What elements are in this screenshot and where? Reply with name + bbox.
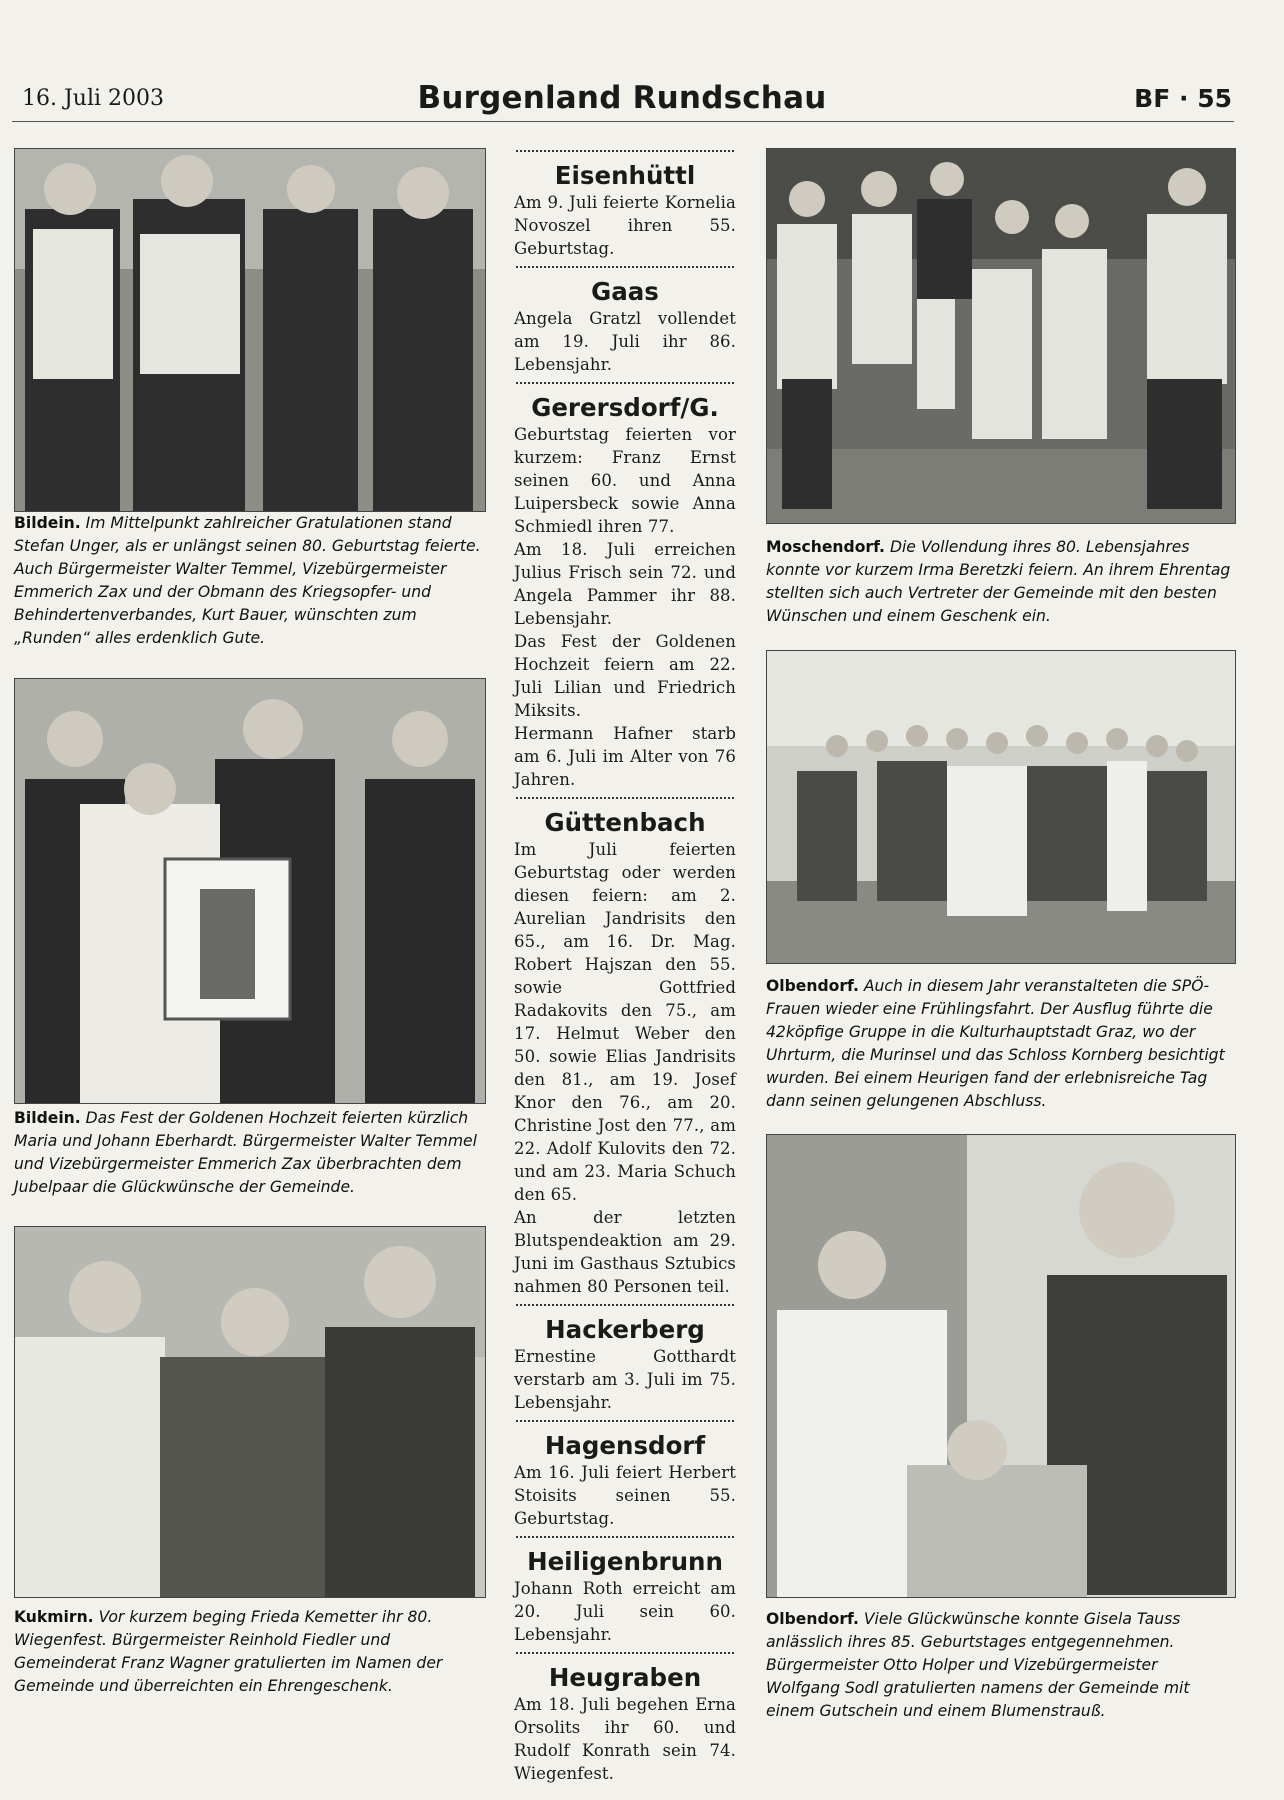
caption-place: Olbendorf. <box>766 977 859 995</box>
section-paragraph: Im Juli feierten Geburtstag oder werden diesen feiern: am 2. Aurelian Jandrisits den 65., am 16. Dr. Mag. Robert Hajszan den 55. sowie Gottfried Radakovits den 75., am 17. Helmut Weber den 50. sowie Elias Jandrisits den 81., am 19. Josef Knor den 76., am 20. Christine Jost den 77., am 22. Adolf Kulovits den 72. und am 23. Maria Schuch den 65. <box>514 840 736 1204</box>
section-heading: Hackerberg <box>545 1315 705 1344</box>
photo-olbendorf-group <box>766 650 1236 964</box>
section-paragraph: Am 18. Juli erreichen Julius Frisch sein 72. und Angela Pammer ihr 88. Lebensjahr. <box>514 540 736 628</box>
issue-date: 16. Juli 2003 <box>22 86 165 111</box>
photo-moschendorf <box>766 148 1236 524</box>
caption-moschendorf <box>766 536 1236 628</box>
dotted-divider <box>516 150 734 158</box>
section-heading: Eisenhüttl <box>554 161 696 190</box>
dotted-divider <box>516 1304 734 1312</box>
section-heugraben <box>514 1652 736 1785</box>
dotted-divider <box>516 266 734 274</box>
section-paragraph: Das Fest der Goldenen Hochzeit feiern am 22. Juli Lilian und Friedrich Miksits. <box>514 632 736 720</box>
section-paragraph: Hermann Hafner starb am 6. Juli im Alter von 76 Jahren. <box>514 724 736 789</box>
section-paragraph: An der letzten Blutspendeaktion am 29. Juni im Gasthaus Sztubics nahmen 80 Personen teil. <box>514 1208 736 1296</box>
caption-kukmirn <box>14 1606 486 1698</box>
caption-bildein-golden-wedding <box>14 1107 486 1199</box>
section-paragraph: Geburtstag feierten vor kurzem: Franz Ernst seinen 60. und Anna Luipersbeck sowie Anna Schmiedl ihren 77. <box>514 425 736 536</box>
section-heading: Heugraben <box>548 1663 702 1692</box>
section-guettenbach <box>514 797 736 1298</box>
caption-text: Das Fest der Goldenen Hochzeit feierten kürzlich Maria und Johann Eberhardt. Bürgermeister Walter Temmel und Vizebürgermeister Emmerich Zax überbrachten dem Jubelpaar die Glückwünsche der Gemeinde. <box>14 1109 477 1196</box>
photo-bildein-birthday <box>14 148 486 512</box>
dotted-divider <box>516 1652 734 1660</box>
dotted-divider <box>516 1420 734 1428</box>
caption-text: Die Vollendung ihres 80. Lebensjahres konnte vor kurzem Irma Beretzki feiern. An ihrem Ehrentag stellten sich auch Vertreter der Gemeinde mit den besten Wünschen und einem Geschenk ein. <box>766 538 1231 625</box>
section-heiligenbrunn <box>514 1536 736 1646</box>
section-hagensdorf <box>514 1420 736 1530</box>
caption-olbendorf-group <box>766 975 1236 1113</box>
photo-bildein-golden-wedding <box>14 678 486 1104</box>
section-paragraph: Am 9. Juli feierte Kornelia Novoszel ihren 55. Geburtstag. <box>514 193 736 258</box>
photo-olbendorf-birthday <box>766 1134 1236 1598</box>
caption-olbendorf-birthday <box>766 1608 1236 1723</box>
section-eisenhuettl <box>514 150 736 260</box>
caption-text: Vor kurzem beging Frieda Kemetter ihr 80. Wiegenfest. Bürgermeister Reinhold Fiedler und Gemeinderat Franz Wagner gratulierten im Namen der Gemeinde und überreichten ein Ehrengeschenk. <box>14 1608 443 1695</box>
caption-bildein-birthday <box>14 512 486 650</box>
section-heading: Gaas <box>591 277 659 306</box>
caption-place: Bildein. <box>14 1109 81 1127</box>
caption-text: Auch in diesem Jahr veranstalteten die SPÖ-Frauen wieder eine Frühlingsfahrt. Der Ausflug führte die 42köpfige Gruppe in die Kulturhauptstadt Graz, wo der Uhrturm, die Murinsel und das Schloss Kornberg besichtigt wurden. Bei einem Heurigen fand der erlebnisreiche Tag dann seinen gelungenen Abschluss. <box>766 977 1225 1110</box>
dotted-divider <box>516 797 734 805</box>
section-gaas <box>514 266 736 376</box>
birthday-news-column <box>514 150 736 1785</box>
page-header <box>12 80 1232 120</box>
section-heading: Heiligenbrunn <box>527 1547 723 1576</box>
caption-place: Kukmirn. <box>14 1608 94 1626</box>
section-paragraph: Ernestine Gotthardt verstarb am 3. Juli im 75. Lebensjahr. <box>514 1347 736 1412</box>
dotted-divider <box>516 1536 734 1544</box>
caption-text: Im Mittelpunkt zahlreicher Gratulationen stand Stefan Unger, als er unlängst seinen 80. Geburtstag feierte. Auch Bürgermeister Walter Temmel, Vizebürgermeister Emmerich Zax und der Obmann des Kriegsopfer- und Behindertenverbandes, Kurt Bauer, wünschten zum „Runden“ alles erdenklich Gute. <box>14 514 481 647</box>
caption-place: Moschendorf. <box>766 538 885 556</box>
caption-place: Bildein. <box>14 514 81 532</box>
section-heading: Gerersdorf/G. <box>531 393 719 422</box>
newspaper-title: Burgenland Rundschau <box>417 80 827 116</box>
section-paragraph: Johann Roth erreicht am 20. Juli sein 60. Lebensjahr. <box>514 1579 736 1644</box>
caption-text: Viele Glückwünsche konnte Gisela Tauss anlässlich ihres 85. Geburtstages entgegennehmen. Bürgermeister Otto Holper und Vizebürgermeister Wolfgang Sodl gratulierten namens der Gemeinde mit einem Gutschein und einem Blumenstrauß. <box>766 1610 1190 1720</box>
section-gerersdorf <box>514 382 736 791</box>
section-paragraph: Am 16. Juli feiert Herbert Stoisits seinen 55. Geburtstag. <box>514 1463 736 1528</box>
section-hackerberg <box>514 1304 736 1414</box>
section-paragraph: Am 18. Juli begehen Erna Orsolits ihr 60. und Rudolf Konrath sein 74. Wiegenfest. <box>514 1695 736 1783</box>
section-paragraph: Angela Gratzl vollendet am 19. Juli ihr 86. Lebensjahr. <box>514 309 736 374</box>
section-heading: Hagensdorf <box>544 1431 706 1460</box>
caption-place: Olbendorf. <box>766 1610 859 1628</box>
header-divider <box>12 121 1234 122</box>
section-heading: Güttenbach <box>544 808 706 837</box>
photo-kukmirn <box>14 1226 486 1598</box>
dotted-divider <box>516 382 734 390</box>
page-number: BF · 55 <box>1134 84 1232 113</box>
